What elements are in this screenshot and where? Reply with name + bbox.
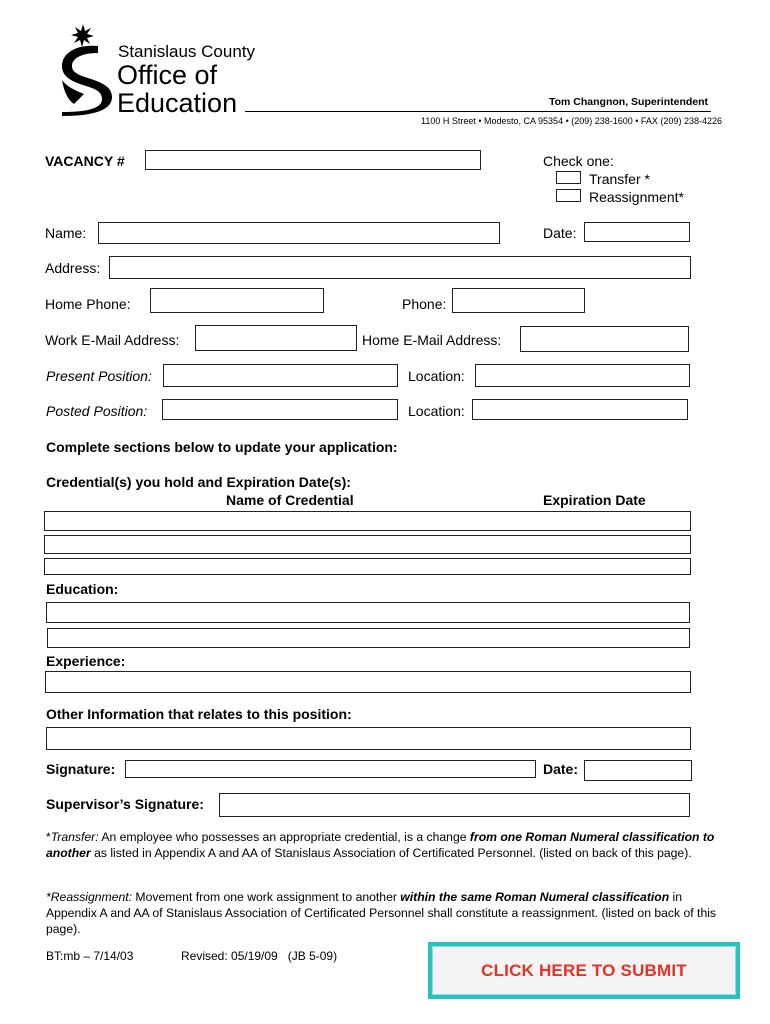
credentials-heading: Credential(s) you hold and Expiration Date(s): bbox=[46, 474, 351, 490]
bt-code: BT:mb – 7/14/03 bbox=[46, 949, 134, 963]
superintendent: Tom Changnon, Superintendent bbox=[549, 96, 709, 108]
education-input-2[interactable] bbox=[47, 628, 690, 648]
home-phone-input[interactable] bbox=[150, 288, 324, 313]
home-phone-label: Home Phone: bbox=[45, 296, 131, 312]
complete-sections-heading: Complete sections below to update your application: bbox=[46, 439, 398, 455]
work-email-label: Work E-Mail Address: bbox=[45, 332, 180, 348]
experience-label: Experience: bbox=[46, 653, 126, 669]
experience-input[interactable] bbox=[45, 671, 691, 693]
phone-input[interactable] bbox=[452, 288, 585, 313]
present-location-input[interactable] bbox=[475, 364, 690, 387]
transfer-note-star: * bbox=[46, 830, 51, 844]
posted-location-input[interactable] bbox=[472, 399, 688, 420]
supervisor-signature-input[interactable] bbox=[219, 793, 690, 817]
expiration-date-column: Expiration Date bbox=[543, 492, 646, 508]
present-position-label: Present Position: bbox=[46, 368, 152, 384]
present-location-label: Location: bbox=[408, 368, 465, 384]
credential-input-3[interactable] bbox=[44, 558, 691, 575]
name-label: Name: bbox=[45, 225, 87, 241]
header-address: 1100 H Street • Modesto, CA 95354 • (209) 238-1600 • FAX (209) 238-4226 bbox=[421, 116, 722, 126]
transfer-note-text-1: An employee who possesses an appropriate credential, is a change bbox=[98, 830, 470, 844]
revised-date: Revised: 05/19/09 (JB 5-09) bbox=[181, 949, 338, 963]
transfer-label: Transfer * bbox=[589, 171, 650, 187]
education-input-1[interactable] bbox=[46, 602, 690, 623]
org-name-line2: Office of bbox=[117, 60, 218, 90]
posted-location-label: Location: bbox=[408, 403, 465, 419]
credential-input-1[interactable] bbox=[44, 511, 691, 531]
transfer-note bbox=[46, 829, 726, 861]
name-input[interactable] bbox=[98, 222, 500, 244]
vacancy-label: VACANCY # bbox=[45, 153, 125, 169]
org-name-line1: Stanislaus County bbox=[118, 42, 256, 61]
vacancy-input[interactable] bbox=[145, 150, 481, 170]
signature-label: Signature: bbox=[46, 761, 116, 777]
org-name-line3: Education bbox=[117, 88, 238, 118]
posted-position-input[interactable] bbox=[162, 399, 398, 420]
submit-button[interactable] bbox=[428, 942, 740, 999]
date-input[interactable] bbox=[584, 222, 690, 242]
reassignment-note-text-1: Movement from one work assignment to another bbox=[132, 890, 401, 904]
education-label: Education: bbox=[46, 581, 119, 597]
transfer-checkbox[interactable] bbox=[556, 171, 581, 184]
header-rule bbox=[245, 111, 711, 112]
transfer-note-text-2: as listed in Appendix A and AA of Stanislaus Association of Certificated Personnel. (listed on back of this page). bbox=[90, 846, 692, 860]
transfer-note-emphasis: from one Roman Numeral classification to another bbox=[46, 830, 715, 860]
other-info-input[interactable] bbox=[46, 727, 691, 750]
credential-name-column: Name of Credential bbox=[226, 492, 354, 508]
credential-input-2[interactable] bbox=[44, 535, 691, 554]
home-email-label: Home E-Mail Address: bbox=[362, 332, 502, 348]
signature-date-label: Date: bbox=[543, 761, 579, 777]
reassignment-note-term: *Reassignment: bbox=[46, 890, 133, 904]
work-email-input[interactable] bbox=[195, 325, 357, 351]
date-label: Date: bbox=[543, 225, 577, 241]
signature-date-input[interactable] bbox=[584, 760, 692, 781]
transfer-note-term: Transfer: bbox=[50, 830, 99, 844]
signature-input[interactable] bbox=[125, 760, 536, 778]
posted-position-label: Posted Position: bbox=[46, 403, 148, 419]
supervisor-signature-label: Supervisor’s Signature: bbox=[46, 796, 204, 812]
phone-label: Phone: bbox=[402, 296, 447, 312]
present-position-input[interactable] bbox=[163, 364, 398, 387]
logo bbox=[56, 20, 116, 116]
reassignment-label: Reassignment* bbox=[589, 189, 684, 205]
address-label: Address: bbox=[45, 260, 101, 276]
home-email-input[interactable] bbox=[520, 326, 689, 352]
reassignment-checkbox[interactable] bbox=[556, 189, 581, 202]
address-input[interactable] bbox=[109, 256, 691, 279]
check-one-label: Check one: bbox=[543, 153, 614, 169]
reassignment-note bbox=[46, 889, 726, 937]
star-s-logo-icon bbox=[56, 20, 116, 116]
other-info-label: Other Information that relates to this position: bbox=[46, 706, 352, 722]
submit-button-label[interactable]: CLICK HERE TO SUBMIT bbox=[432, 946, 736, 995]
reassignment-note-emphasis: within the same Roman Numeral classification bbox=[400, 890, 670, 904]
reassignment-note-text-2: in Appendix A and AA of Stanislaus Association of Certificated Personnel shall constitute a reassignment. (listed on back of this page). bbox=[46, 890, 717, 936]
